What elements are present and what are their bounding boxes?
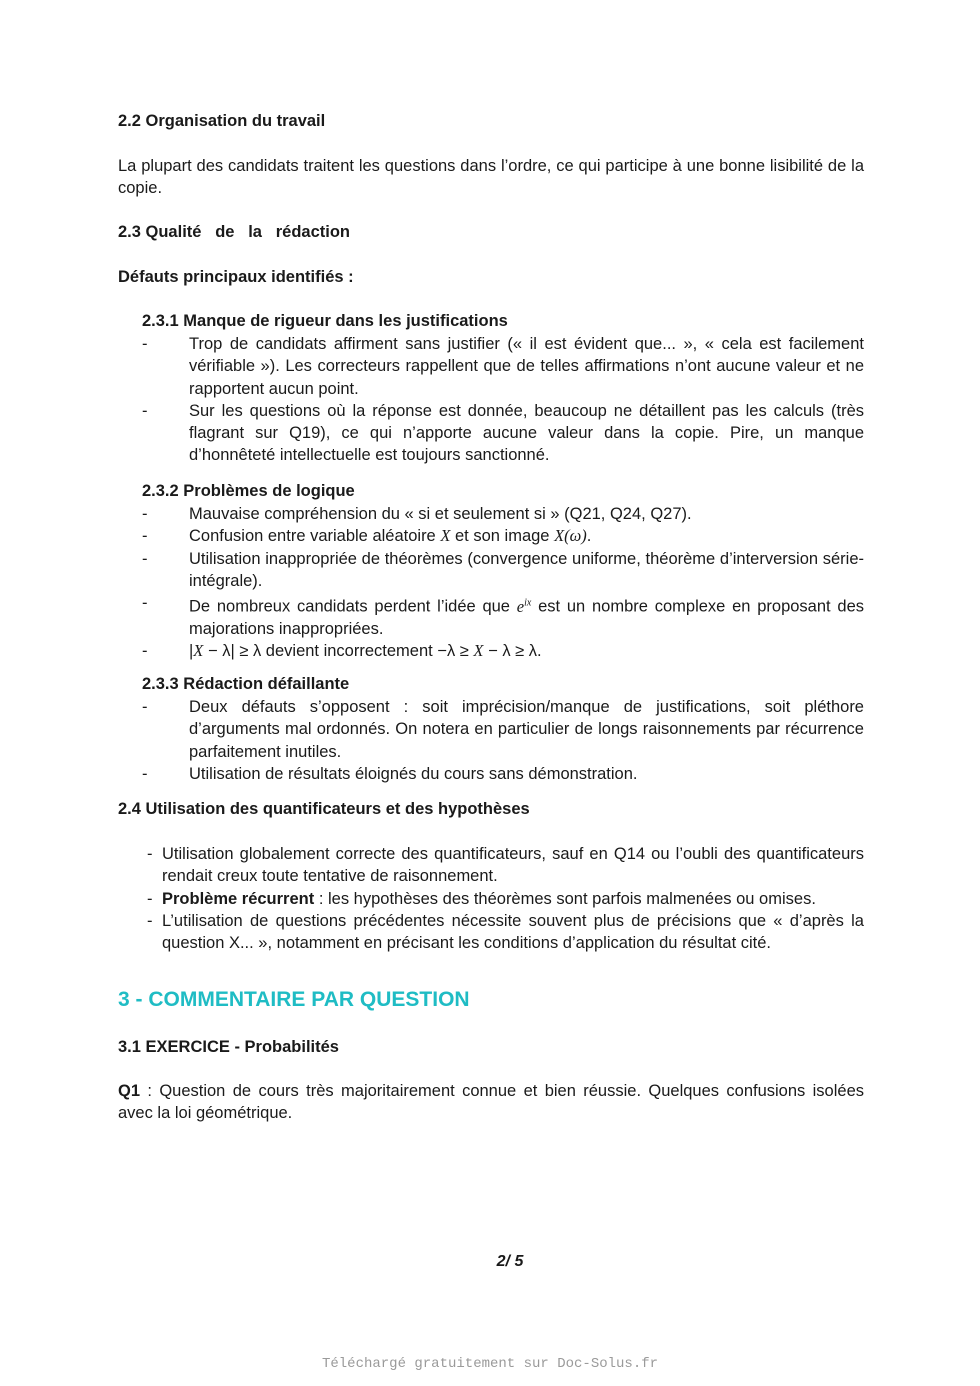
footer-watermark: Téléchargé gratuitement sur Doc-Solus.fr	[321, 1356, 659, 1372]
dash-bullet-icon: -	[142, 594, 148, 613]
bullet-list-2-3-2	[142, 503, 864, 663]
section-heading-2-3-2: 2.3.2 Problèmes de logique	[142, 482, 355, 500]
dash-bullet-icon: -	[147, 845, 153, 863]
list-item: - L’utilisation de questions précédentes nécessite souvent plus de précisions que « d’après la question X... », notamment en précisant les conditions d’application du résultat cité.	[147, 911, 864, 953]
section-heading-2-3-1: 2.3.1 Manque de rigueur dans les justifications	[142, 312, 508, 330]
math-expression: $e^{ix}$	[516, 596, 532, 616]
dash-bullet-icon: -	[142, 549, 148, 568]
list-item: - Utilisation globalement correcte des quantificateurs, sauf en Q14 ou l’oubli des quantificateurs rendait creux toute tentative de raisonnement.	[147, 845, 864, 886]
list-item: - Utilisation inappropriée de théorèmes (convergence uniforme, théorème d’interversion série-intégrale).	[142, 549, 864, 590]
section-2-2-paragraph: La plupart des candidats traitent les questions dans l’ordre, ce qui participe à une bonne lisibilité de la copie.	[118, 157, 864, 198]
list-item: - Trop de candidats affirment sans justifier (« il est évident que... », « cela est facilement vérifiable »). Les correcteurs rappellent que de telles affirmations n’ont aucune valeur et ne rapportent aucun point.	[142, 335, 864, 398]
dash-bullet-icon: -	[142, 698, 148, 716]
math-expression: X(ω)	[554, 526, 587, 546]
list-item: - Confusion entre variable aléatoire X et son image X(ω).	[142, 525, 864, 547]
dash-bullet-icon: -	[142, 335, 148, 353]
dash-bullet-icon: -	[142, 505, 148, 523]
defects-intro: Défauts principaux identifiés :	[118, 268, 354, 286]
q1-label: Q1	[118, 1082, 141, 1100]
section-heading-3: 3 - COMMENTAIRE PAR QUESTION	[118, 988, 470, 1011]
bullet-list-2-3-1	[142, 333, 864, 467]
dash-bullet-icon: -	[147, 911, 153, 930]
section-heading-2-3-3: 2.3.3 Rédaction défaillante	[142, 675, 350, 693]
list-item: - Problème récurrent : les hypothèses des théorèmes sont parfois malmenées ou omises.	[147, 888, 864, 910]
section-heading-2-3: 2.3 Qualité de la rédaction	[118, 223, 350, 241]
section-heading-2-2: 2.2 Organisation du travail	[118, 112, 326, 130]
section-heading-3-1: 3.1 EXERCICE - Probabilités	[118, 1038, 339, 1056]
dash-bullet-icon: -	[142, 527, 148, 546]
bullet-list-2-3-3	[142, 696, 864, 785]
section-heading-2-4: 2.4 Utilisation des quantificateurs et des hypothèses	[118, 800, 530, 818]
list-item: - De nombreux candidats perdent l’idée que $e^{ix}$ est un nombre complexe en proposant des majorations inappropriées.	[142, 594, 865, 638]
dash-bullet-icon: -	[142, 764, 148, 783]
q1-paragraph: Q1 : Question de cours très majoritairement connue et bien réussie. Quelques confusions isolées avec la loi géométrique.	[118, 1082, 864, 1123]
list-item: - Deux défauts s’opposent : soit imprécision/manque de justifications, soit pléthore d’arguments mal ordonnés. On notera en particulier de longs raisonnements par récurrence parfaitement inutiles.	[142, 698, 864, 761]
dash-bullet-icon: -	[142, 401, 148, 420]
dash-bullet-icon: -	[147, 889, 153, 908]
dash-bullet-icon: -	[142, 642, 148, 661]
list-item: - Sur les questions où la réponse est donnée, beaucoup ne détaillent pas les calculs (très flagrant sur Q19), ce qui n’apporte aucune valeur dans la copie. Pire, un manque d’honnêteté intellectuelle est toujours sanctionné.	[142, 401, 864, 465]
list-item: - Utilisation de résultats éloignés du cours sans démonstration.	[142, 763, 864, 785]
list-item: - Mauvaise compréhension du « si et seulement si » (Q21, Q24, Q27).	[142, 503, 864, 525]
list-item: - |X − λ| ≥ λ devient incorrectement −λ ≥ X − λ ≥ λ.	[142, 640, 864, 662]
page-number: 2/ 5	[496, 1253, 524, 1270]
math-variable: X	[440, 526, 451, 546]
bullet-list-2-4	[147, 843, 864, 954]
